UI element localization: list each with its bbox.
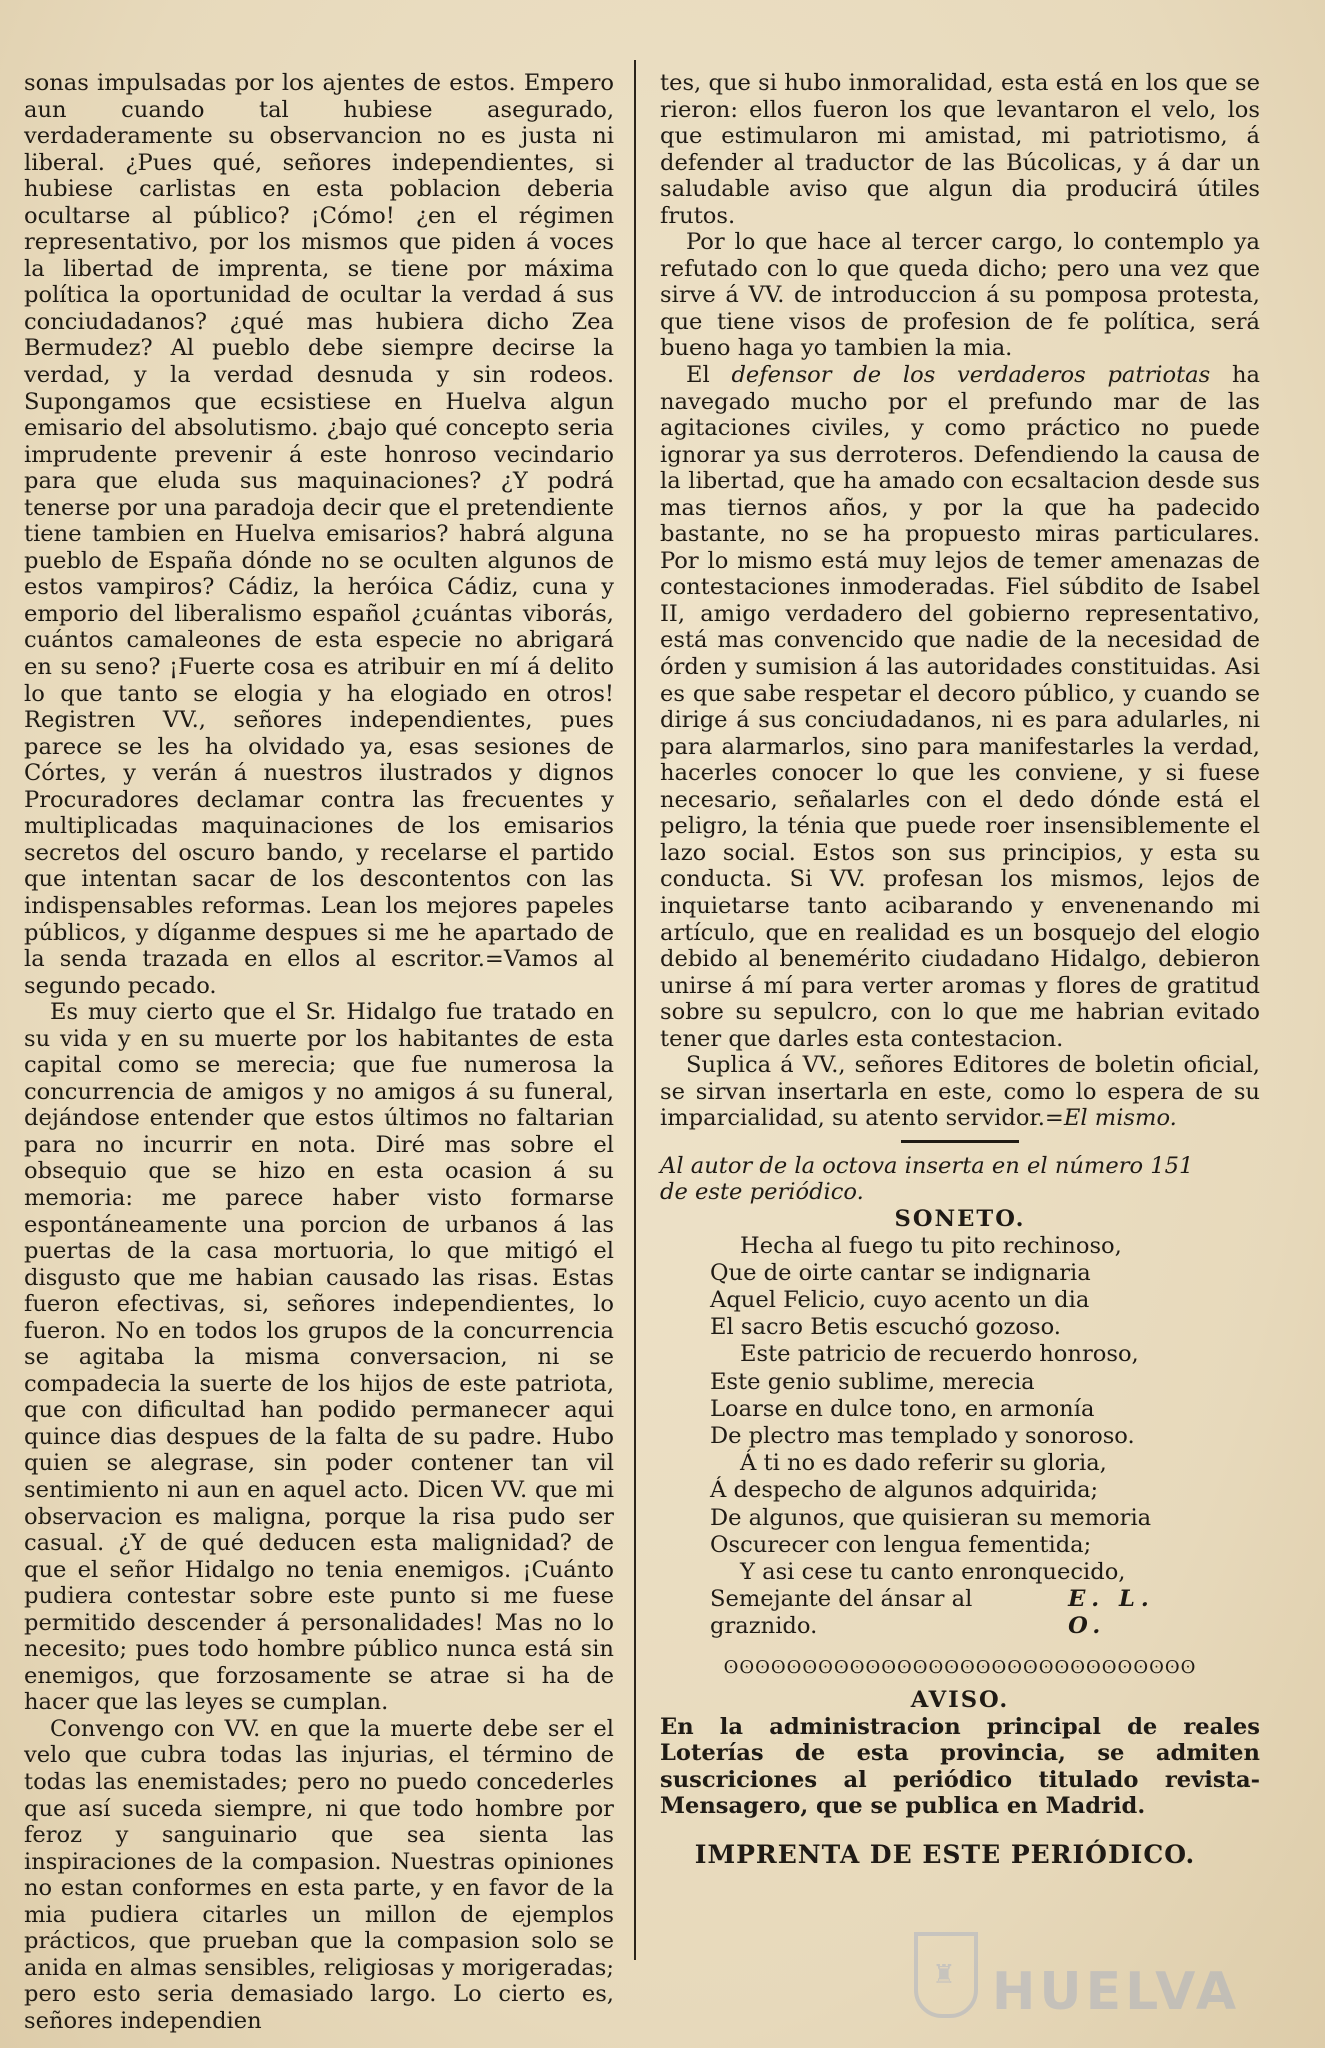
defensor-italic: defensor de los verdaderos patriotas — [731, 362, 1211, 389]
right-paragraph-1: tes, que si hubo inmoralidad, esta está en los que se rieron: ellos fueron los que levantaron el velo, los que estimularon mi amistad, mi patriotismo, á defender al traductor de las Búcolicas, y á dar un saludable aviso que algun dia producirá útiles frutos. — [660, 70, 1260, 229]
watermark-text: HUELVA — [991, 1962, 1241, 2022]
sonnet-body — [660, 1233, 1260, 1641]
right-closing — [660, 1052, 1260, 1132]
sonnet-line: Aquel Felicio, cuyo acento un dia — [710, 1286, 1090, 1313]
sonnet-line: Á despecho de algunos adquirida; — [710, 1477, 1099, 1504]
sonnet-address-line-2: de este periódico. — [660, 1179, 864, 1206]
sonnet-signature: E. L. O. — [1068, 1586, 1155, 1640]
section-rule — [901, 1140, 1019, 1143]
sonnet-line: Este patricio de recuerdo honroso, — [740, 1341, 1139, 1368]
library-watermark — [912, 1888, 1242, 2022]
sonnet-address-line-1: Al autor de la octova inserta en el número 151 — [660, 1152, 1194, 1179]
left-column — [24, 70, 614, 2034]
imprenta-footer: IMPRENTA DE ESTE PERIÓDICO. — [694, 1839, 1196, 1869]
sonnet-line: El sacro Betis escuchó gozoso. — [710, 1314, 1061, 1341]
sonnet-title: SONETO. — [894, 1205, 1026, 1232]
right-paragraph-defensor — [660, 362, 1260, 1052]
sonnet-line: Que de oirte cantar se indignaria — [710, 1259, 1091, 1286]
defensor-rest: ha navegado mucho por el prefundo mar de las agitaciones civiles, y como práctico no puede ignorar ya sus derroteros. Defendiendo la causa de la libertad, que ha amado con ecsaltacion desde sus mas tiernos años, y por la que ha padecido bastante, no se ha propuesto miras particulares. Por lo mismo está muy lejos de temer amenazas de contestaciones inmoderadas. Fiel súbdito de Isabel II, amigo verdadero del gobierno representativo, está mas convencido que nadie de la necesidad de órden y sumision á las autoridades constituidas. Asi es que sabe respetar el decoro público, y cuando se dirige á sus conciudadanos, ni es para adularles, ni para alarmarlos, sino para manifestarles la verdad, hacerles conocer lo que les conviene, y si fuese necesario, señalarles con el dedo dónde está el peligro, la ténia que puede roer insensiblemente el lazo social. Estos son sus principios, y esta su conducta. Si VV. profesan los mismos, lejos de inquietarse tanto acibarando y envenenando mi artículo, que en realidad es un bosquejo del elogio debido al benemérito ciudadano Hidalgo, debieron unirse á mí para verter aromas y flores de gratitud sobre su sepulcro, con lo que me habrian evitado tener que darles esta contestacion. — [660, 362, 1260, 1052]
sonnet-last-line-row — [660, 1586, 1260, 1640]
crest-icon: ♜ — [914, 1932, 978, 2018]
sonnet-line: Hecha al fuego tu pito rechinoso, — [740, 1232, 1122, 1259]
ornament-divider: ʘʘʘʘʘʘʘʘʘʘʘʘʘʘʘʘʘʘʘʘʘʘʘʘʘʘʘʘʘʘ — [723, 1656, 1197, 1678]
sonnet-line: Loarse en dulce tono, en armonía — [710, 1395, 1095, 1422]
closing-text: Suplica á VV., señores Editores de boletin oficial, se sirvan insertarla en este, como lo espera de su imparcialidad, su atento servidor.= — [660, 1052, 1260, 1132]
right-column — [660, 70, 1260, 1868]
aviso-title: AVISO. — [910, 1687, 1010, 1714]
left-paragraph-2: Es muy cierto que el Sr. Hidalgo fue tratado en su vida y en su muerte por los habitantes de esta capital como se merecia; que fue numerosa la concurrencia de amigos y no amigos á su funeral, dejándose entender que estos últimos no faltarian para no incurrir en nota. Diré mas sobre el obsequio que se hizo en esta ocasion á su memoria: me parece haber visto formarse espontáneamente una porcion de urbanos á las puertas de la casa mortuoria, lo que mitigó el disgusto que me habian causado las risas. Estas fueron efectivas, si, señores independientes, lo fueron. No en todos los grupos de la concurrencia se agitaba la misma conversacion, ni se compadecia la suerte de los hijos de este patriota, que con dificultad han podido permanecer aqui quince dias despues de la falta de su padre. Hubo quien se alegrase, sin poder contener tan vil sentimiento ni aun en aquel acto. Dicen VV. que mi observacion es maligna, porque la risa pudo ser casual. ¿Y de qué deducen esta malignidad? de que el señor Hidalgo no tenia enemigos. ¡Cuánto pudiera contestar sobre este punto si me fuese permitido descender á personalidades! Mas no lo necesito; pues todo hombre público nunca está sin enemigos, que forzosamente se atrae si ha de hacer que las leyes se cumplan. — [24, 999, 614, 1716]
column-divider — [634, 60, 636, 1960]
sonnet-line: De algunos, que quisieran su memoria — [710, 1504, 1152, 1531]
aviso-body: En la administracion principal de reales Loterías de esta provincia, se admiten suscriciones al periódico titulado revista-Mensagero, que se publica en Madrid. — [660, 1713, 1260, 1820]
sonnet-line: Y asi cese tu canto enronquecido, — [740, 1558, 1126, 1585]
sonnet-line: De plectro mas templado y sonoroso. — [710, 1422, 1135, 1449]
sonnet-line: Semejante del ánsar al graznido. — [710, 1586, 973, 1640]
right-paragraph-2: Por lo que hace al tercer cargo, lo contemplo ya refutado con lo que queda dicho; pero una vez que sirve á VV. de introduccion á su pomposa protesta, que tiene visos de profesion de fe política, será bueno haga yo tambien la mia. — [660, 229, 1260, 362]
closing-signature: El mismo. — [1063, 1105, 1177, 1132]
sonnet-line: Á ti no es dado referir su gloria, — [740, 1450, 1107, 1477]
sonnet-line: Este genio sublime, merecia — [710, 1368, 1035, 1395]
left-paragraph-3: Convengo con VV. en que la muerte debe ser el velo que cubra todas las injurias, el término de todas las enemistades; pero no puedo concederles que así suceda siempre, ni que todo hombre por feroz y sanguinario que sea sienta las inspiraciones de la compasion. Nuestras opiniones no estan conformes en esta parte, y en favor de la mia pudiera citarles un millon de ejemplos prácticos, que prueban que la compasion solo se anida en almas sensibles, religiosas y morigeradas; pero esto seria demasiado largo. Lo cierto es, señores independien — [24, 1715, 614, 2034]
sonnet-line: Oscurecer con lengua fementida; — [710, 1531, 1092, 1558]
defensor-lead: El — [686, 362, 710, 389]
left-paragraph-1: sonas impulsadas por los ajentes de estos. Empero aun cuando tal hubiese asegurado, verdaderamente su observancion no es justa ni liberal. ¿Pues qué, señores independientes, si hubiese carlistas en esta poblacion deberia ocultarse al público? ¡Cómo! ¿en el régimen representativo, por los mismos que piden á voces la libertad de imprenta, se tiene por máxima política la oportunidad de ocultar la verdad á sus conciudadanos? ¿qué mas hubiera dicho Zea Bermudez? Al pueblo debe siempre decirse la verdad, y la verdad desnuda y sin rodeos. Supongamos que ecsistiese en Huelva algun emisario del absolutismo. ¿bajo qué concepto seria imprudente prevenir á este honroso vecindario para que eluda sus maquinaciones? ¿Y podrá tenerse por una paradoja decir que el pretendiente tiene tambien en Huelva emisarios? habrá alguna pueblo de España dónde no se oculten algunos de estos vampiros? Cádiz, la heróica Cádiz, cuna y emporio del liberalismo español ¿cuántas viborás, cuántos camaleones de esta especie no abrigará en su seno? ¡Fuerte cosa es atribuir en mí á delito lo que tanto se elogia y ha elogiado en otros! Registren VV., señores independientes, pues parece se les ha olvidado ya, esas sesiones de Córtes, y verán á nuestros ilustrados y dignos Procuradores declamar contra las frecuentes y multiplicadas maquinaciones de los emisarios secretos del oscuro bando, y recelarse el partido que intentan sacar de los descontentos con las indispensables reformas. Lean los mejores papeles públicos, y díganme despues si me he apartado de la senda trazada en ellos al escritor.=Vamos al segundo pecado. — [24, 70, 614, 999]
